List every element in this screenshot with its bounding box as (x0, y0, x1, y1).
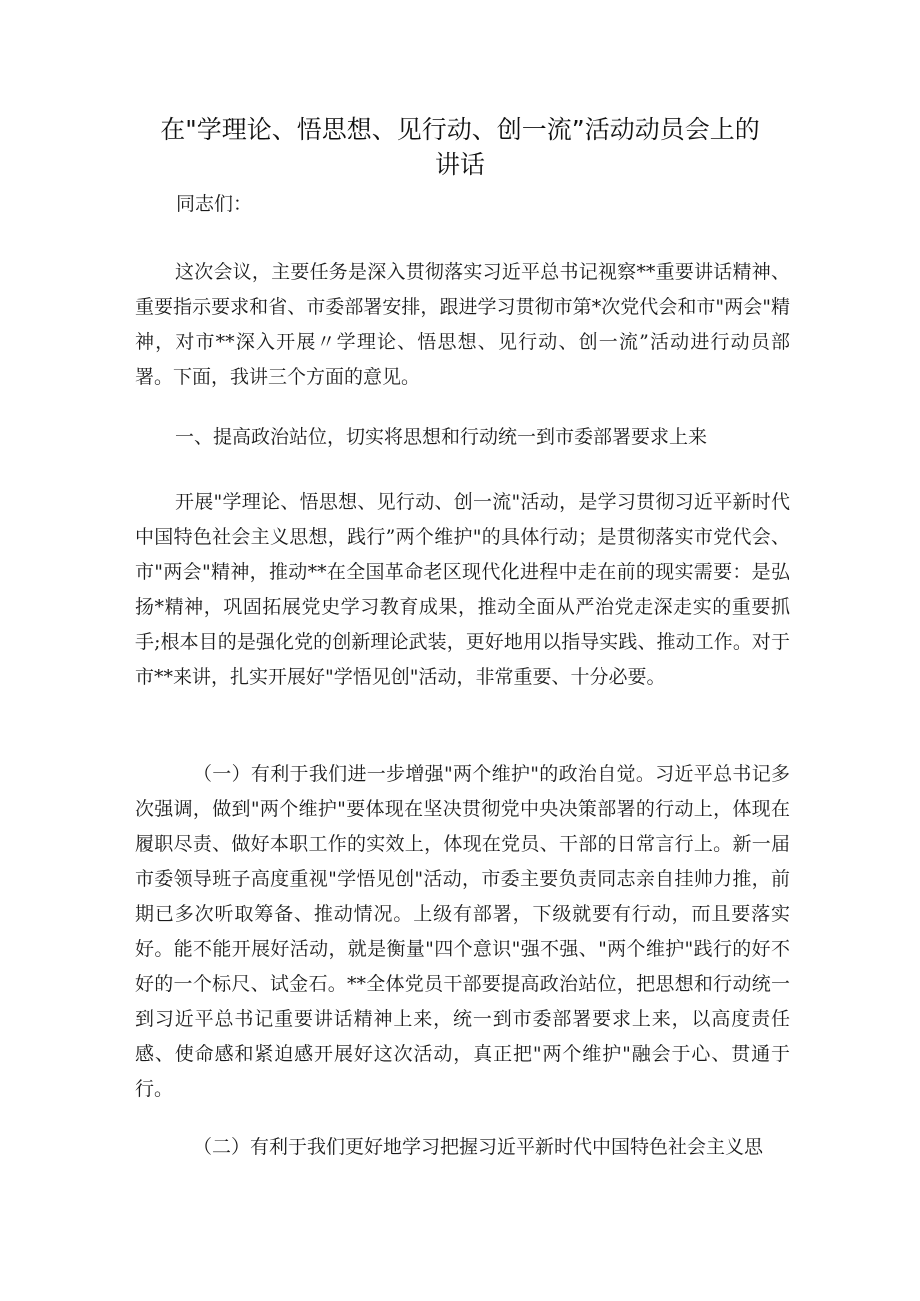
section-heading-one: 一、提高政治站位，切实将思想和行动统一到市委部署要求上来 (175, 426, 708, 448)
paragraph-section-one: 开展"学理论、悟思想、见行动、创一流"活动，是学习贯彻习近平新时代中国特色社会主义思想，践行”两个维护"的具体行动；是贯彻落实市党代会、市"两会"精神，推动**在全国革命老区现代化进程中走在前的现实需要：是弘扬*精神，巩固拓展党史学习教育成果，推动全面从严治党走深走实的重要抓手;根本目的是强化党的创新理论武装，更好地用以指导实践、推动工作。对于市**来讲，扎实开展好"学悟见创"活动，非常重要、十分必要。 (135, 491, 790, 688)
paragraph-subsection-two: （二）有利于我们更好地学习把握习近平新时代中国特色社会主义思 (193, 1136, 764, 1158)
paragraph-intro: 这次会议，主要任务是深入贯彻落实习近平总书记视察**重要讲话精神、重要指示要求和省、市委部署安排，跟进学习贯彻市第*次党代会和市"两会"精神，对市**深入开展〃学理论、悟思想、见行动、创一流”活动进行动员部署。下面，我讲三个方面的意见。 (135, 261, 790, 388)
salutation: 同志们： (176, 193, 253, 215)
document-title-line-2: 讲话 (434, 150, 485, 179)
document-title-line-1: 在"学理论、悟思想、见行动、创一流”活动动员会上的 (160, 115, 760, 144)
paragraph-subsection-one: （一）有利于我们进一步增强"两个维护"的政治自觉。习近平总书记多次强调，做到"两个维护"要体现在坚决贯彻党中央决策部署的行动上，体现在履职尽责、做好本职工作的实效上，体现在党员、干部的日常言行上。新一届市委领导班子高度重视"学悟见创"活动，市委主要负责同志亲自挂帅力推，前期已多次听取筹备、推动情况。上级有部署，下级就要有行动，而且要落实好。能不能开展好活动，就是衡量"四个意识"强不强、"两个维护"践行的好不好的一个标尺、试金石。**全体党员干部要提高政治站位，把思想和行动统一到习近平总书记重要讲话精神上来，统一到市委部署要求上来，以高度责任感、使命感和紧迫感开展好这次活动，真正把"两个维护"融会于心、贯通于行。 (135, 763, 790, 1100)
